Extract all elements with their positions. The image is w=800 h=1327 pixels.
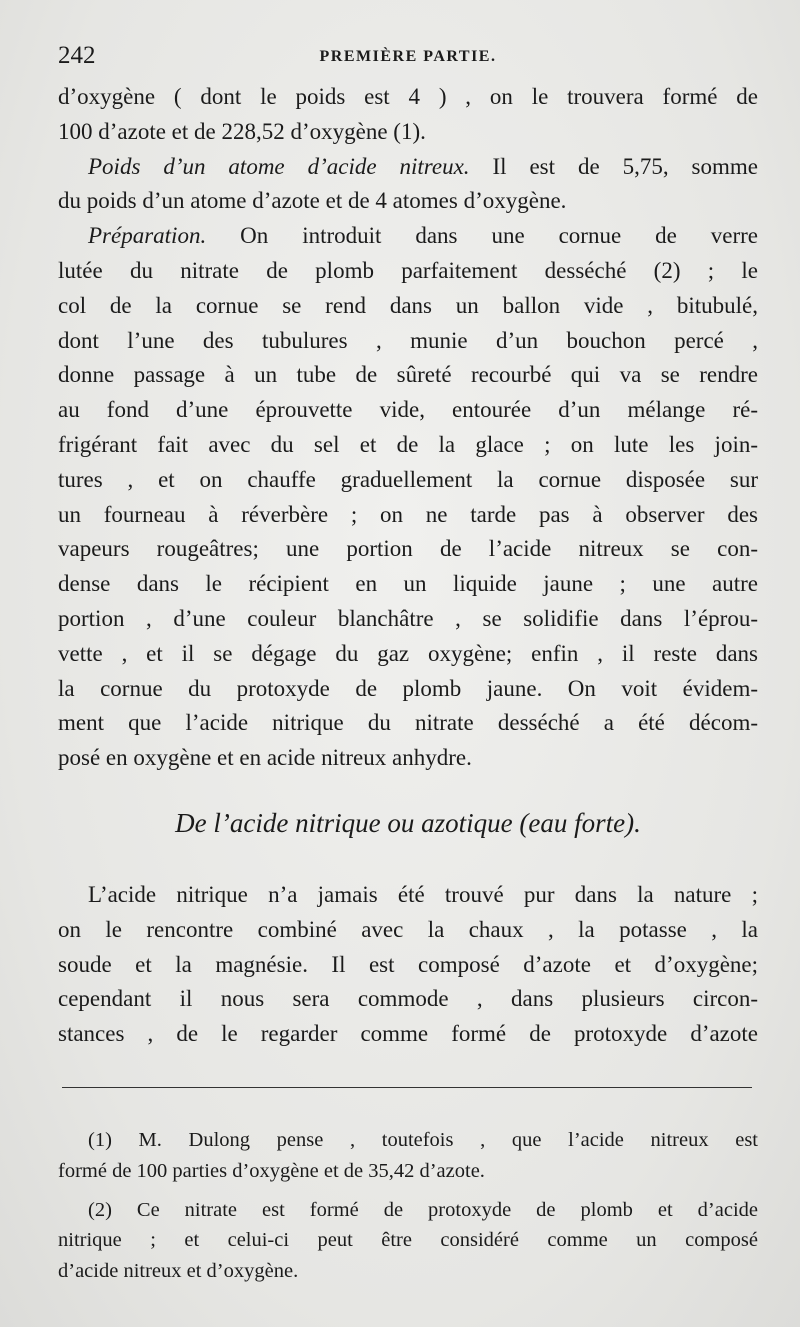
preparation-text: On introduit dans une cornue de verre: [206, 223, 758, 249]
text-line: au fond d’une éprouvette vide, entourée d’un mélange ré-: [58, 397, 758, 423]
footnotes: [58, 1125, 758, 1287]
text-line: frigérant fait avec du sel et de la glace ; on lute les join-: [58, 431, 758, 457]
section-title: De l’acide nitrique ou azotique (eau forte).: [175, 808, 641, 838]
text-line: d’oxygène ( dont le poids est 4 ) , on le trouvera formé de: [58, 84, 758, 109]
text-line: stances , de le regarder comme formé de protoxyde d’azote: [58, 1021, 758, 1047]
text-line: dense dans le récipient en un liquide jaune ; une autre: [58, 571, 758, 597]
footnote-1-line: formé de 100 parties d’oxygène et de 35,42 d’azote.: [58, 1159, 485, 1182]
preparation-heading: Préparation.: [88, 223, 207, 249]
text-line: L’acide nitrique n’a jamais été trouvé pur dans la nature ;: [88, 882, 758, 907]
page-number: 242: [58, 42, 96, 69]
text-line: tures , et on chauffe graduellement la cornue disposée sur: [58, 466, 758, 492]
text-line-preparation: [58, 219, 758, 254]
footnote-2-line: (2) Ce nitrate est formé de protoxyde de plomb et d’acide: [88, 1198, 758, 1221]
text-line-atom-weight: [58, 150, 758, 185]
text-line: vapeurs rougeâtres; une portion de l’acide nitreux se con-: [58, 536, 758, 562]
running-head: PREMIÈRE PARTIE.: [319, 48, 497, 65]
atom-weight-text: Il est de 5,75, somme: [469, 153, 758, 179]
footnote-divider: [62, 1087, 752, 1088]
page-header: [58, 42, 758, 72]
text-line: vette , et il se dégage du gaz oxygène; enfin , il reste dans: [58, 640, 758, 666]
text-line: portion , d’une couleur blanchâtre , se solidifie dans l’éprou-: [58, 605, 758, 631]
text-line: posé en oxygène et en acide nitreux anhydre.: [58, 745, 472, 771]
text-line: la cornue du protoxyde de plomb jaune. On voit évidem-: [58, 675, 758, 701]
text-line: ment que l’acide nitrique du nitrate desséché a été décom-: [58, 710, 758, 736]
text-line: lutée du nitrate de plomb parfaitement desséché (2) ; le: [58, 257, 758, 283]
text-line: 100 d’azote et de 228,52 d’oxygène (1).: [58, 118, 426, 144]
text-line: donne passage à un tube de sûreté recourbé qui va se rendre: [58, 362, 758, 388]
footnote-2-line: nitrique ; et celui-ci peut être considéré comme un composé: [58, 1229, 758, 1252]
paragraph-nitric-acid: [58, 878, 758, 1052]
text-line: col de la cornue se rend dans un ballon vide , bitubulé,: [58, 292, 758, 318]
text-line: soude et la magnésie. Il est composé d’azote et d’oxygène;: [58, 951, 758, 977]
footnote-2-line: d’acide nitreux et d’oxygène.: [58, 1260, 299, 1283]
footnote-1-line: (1) M. Dulong pense , toutefois , que l’acide nitreux est: [88, 1129, 758, 1151]
text-line: cependant il nous sera commode , dans plusieurs circon-: [58, 986, 758, 1012]
atom-weight-heading: Poids d’un atome d’acide nitreux.: [88, 153, 470, 179]
text-line: un fourneau à réverbère ; on ne tarde pas à observer des: [58, 501, 758, 527]
text-line: du poids d’un atome d’azote et de 4 atomes d’oxygène.: [58, 188, 567, 214]
text-line: on le rencontre combiné avec la chaux , la potasse , la: [58, 916, 758, 942]
paragraph-nitrous-acid: [58, 80, 758, 776]
text-line: dont l’une des tubulures , munie d’un bouchon percé ,: [58, 327, 758, 353]
